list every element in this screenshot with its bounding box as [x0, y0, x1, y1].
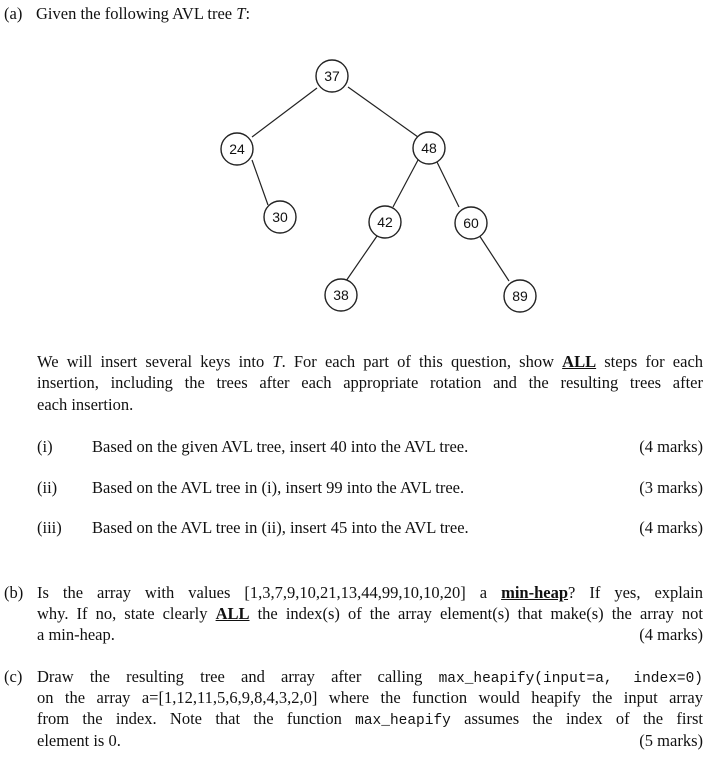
- text: . For each part of this question, show: [281, 352, 555, 371]
- item-number: (ii): [37, 478, 58, 497]
- part-b-marks: (4 marks): [639, 625, 703, 644]
- tree-node: 38: [333, 287, 349, 303]
- item-text: Based on the AVL tree in (i), insert 99 into the AVL tree.: [92, 478, 465, 497]
- emphasis: ALL: [562, 352, 597, 371]
- emphasis: min-heap: [501, 583, 569, 602]
- part-a-para-line-1: [37, 352, 703, 372]
- text: We will insert several keys into: [37, 352, 265, 371]
- edge-48-60: [436, 160, 459, 207]
- edge-42-38: [346, 236, 377, 281]
- text: the index(s) of the array element(s) that make(s) the array not: [257, 604, 703, 623]
- item-marks: (3 marks): [639, 478, 703, 497]
- part-c-line-2: on the array a=[1,12,11,5,6,9,8,4,3,2,0] where the function would heapify the input array: [37, 688, 703, 707]
- text: Is the array with values [1,3,7,9,10,21,13,44,99,10,10,20] a: [37, 583, 488, 602]
- edge-37-24: [252, 88, 317, 137]
- item-marks: (4 marks): [639, 518, 703, 537]
- tree-node: 48: [421, 140, 437, 156]
- edge-48-42: [393, 160, 418, 207]
- tree-node: 42: [377, 214, 393, 230]
- tree-node: 89: [512, 288, 528, 304]
- tree-node: 60: [463, 215, 479, 231]
- emphasis: ALL: [215, 604, 250, 623]
- item-marks: (4 marks): [639, 437, 703, 456]
- part-c-label: (c): [4, 667, 23, 686]
- text: why. If no, state clearly: [37, 604, 208, 623]
- item-text: Based on the AVL tree in (ii), insert 45 into the AVL tree.: [92, 518, 469, 537]
- text: assumes the index of the first: [464, 709, 703, 728]
- tree-node: 30: [272, 209, 288, 225]
- tree-variable: T: [272, 352, 282, 371]
- intro-colon: :: [245, 4, 251, 23]
- intro-text: Given the following AVL tree: [36, 4, 233, 23]
- edge-60-89: [479, 235, 509, 281]
- part-b-line-1: [37, 583, 703, 603]
- text: Draw the resulting tree and array after calling: [37, 667, 423, 686]
- part-a-para-line-2: insertion, including the trees after each appropriate rotation and the resulting trees after: [37, 373, 703, 392]
- edge-37-48: [348, 87, 418, 137]
- part-b-label: (b): [4, 583, 24, 602]
- code-snippet: max_heapify(input=a, index=0): [438, 671, 703, 687]
- part-c-line-1: [37, 667, 703, 687]
- tree-variable: T: [236, 4, 246, 23]
- tree-node: 24: [229, 141, 245, 157]
- part-a-para-line-3: each insertion.: [37, 395, 134, 414]
- text: steps for each: [604, 352, 703, 371]
- text: ? If yes, explain: [568, 583, 703, 602]
- item-number: (i): [37, 437, 53, 456]
- avl-tree-diagram: [0, 0, 714, 340]
- item-text: Based on the given AVL tree, insert 40 into the AVL tree.: [92, 437, 469, 456]
- text: from the index. Note that the function: [37, 709, 342, 728]
- part-b-line-3: a min-heap.: [37, 625, 115, 644]
- part-c-marks: (5 marks): [639, 731, 703, 750]
- part-c-line-3: [37, 709, 703, 729]
- code-snippet: max_heapify: [355, 713, 451, 729]
- part-a-label: (a): [4, 4, 23, 23]
- item-number: (iii): [37, 518, 62, 537]
- tree-node-root: 37: [324, 68, 340, 84]
- part-b-line-2: [37, 604, 703, 624]
- part-c-line-4: element is 0.: [37, 731, 121, 750]
- edge-24-30: [252, 160, 268, 205]
